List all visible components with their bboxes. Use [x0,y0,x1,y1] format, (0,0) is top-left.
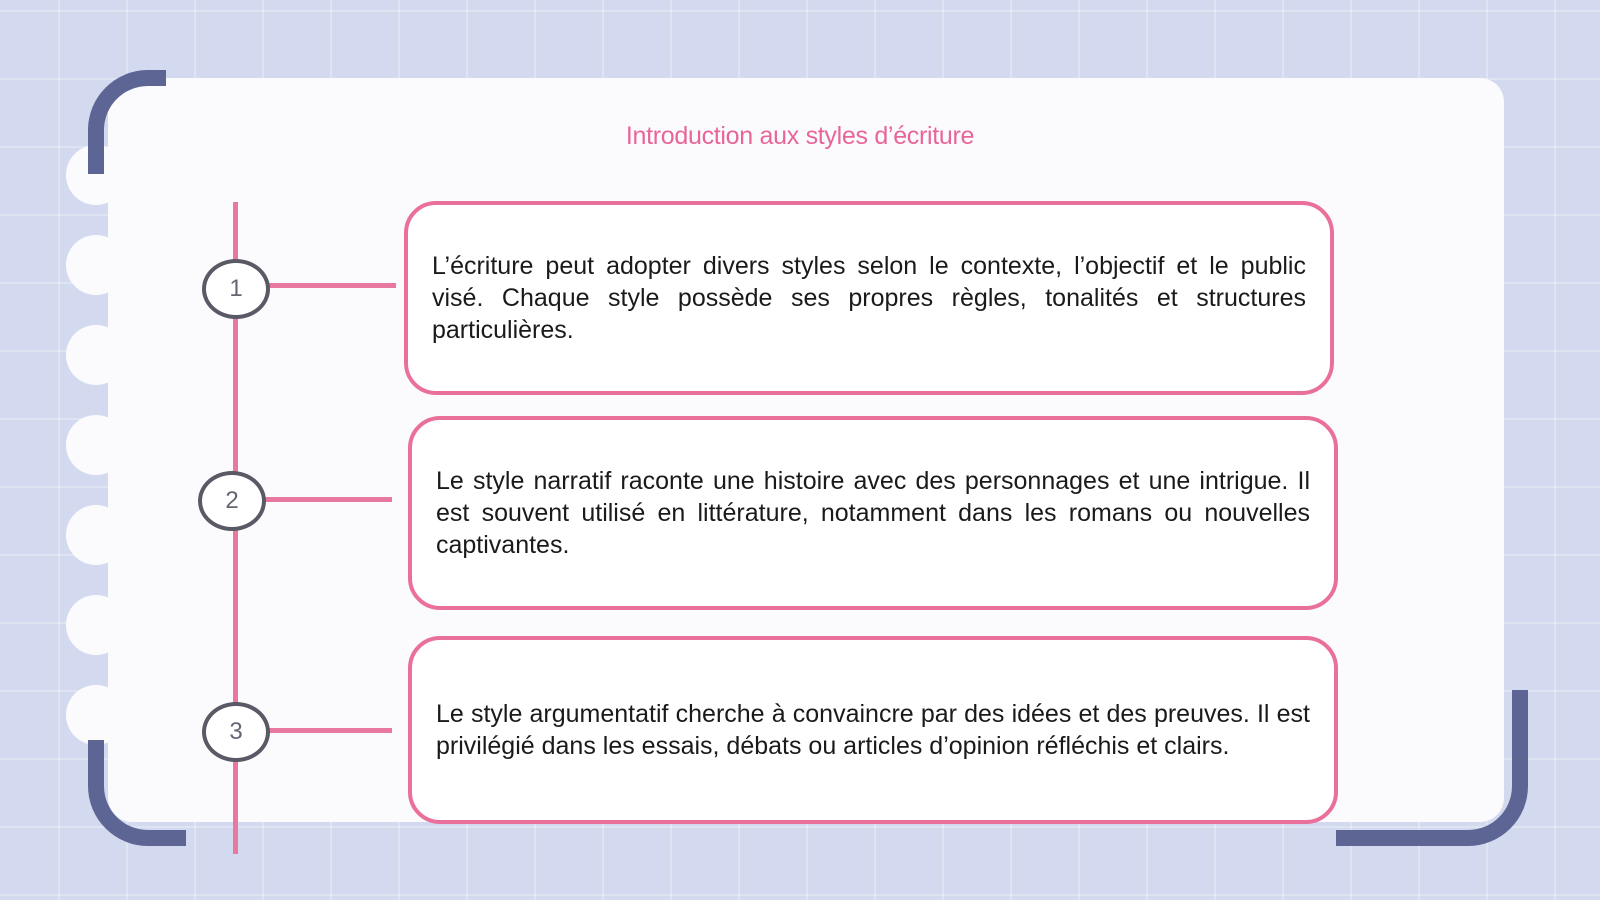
step-3-text: Le style argumentatif cherche à convaincre par des idées et des preuves. Il est privilégié dans les essais, débats ou articles d’opinion réfléchis et clairs. [436,700,1310,760]
step-2-card [408,416,1338,610]
step-2-text: Le style narratif raconte une histoire avec des personnages et une intrigue. Il est souvent utilisé en littérature, notamment dans les romans ou nouvelles captivantes. [436,467,1310,559]
paper-scallop [66,505,126,565]
step-1-connector [266,283,396,288]
step-1-number: 1 [202,259,270,319]
paper-scallop [66,235,126,295]
step-1-text: L’écriture peut adopter divers styles selon le contexte, l’objectif et le public visé. Chaque style possède ses propres règles, tonalités et structures particulières. [432,252,1306,344]
paper-scallop [66,595,126,655]
paper-scallop [66,325,126,385]
paper-scallop [66,415,126,475]
step-3-number: 3 [202,702,270,762]
step-2-number: 2 [198,471,266,531]
step-1-card [404,201,1334,395]
step-3-connector [266,728,392,733]
step-2-connector [262,497,392,502]
frame-corner-bottom-left [88,740,186,846]
paper-scallop [66,685,126,745]
frame-corner-bottom-right [1336,690,1528,846]
step-3-card [408,636,1338,824]
slide-title: Introduction aux styles d’écriture [625,122,975,150]
